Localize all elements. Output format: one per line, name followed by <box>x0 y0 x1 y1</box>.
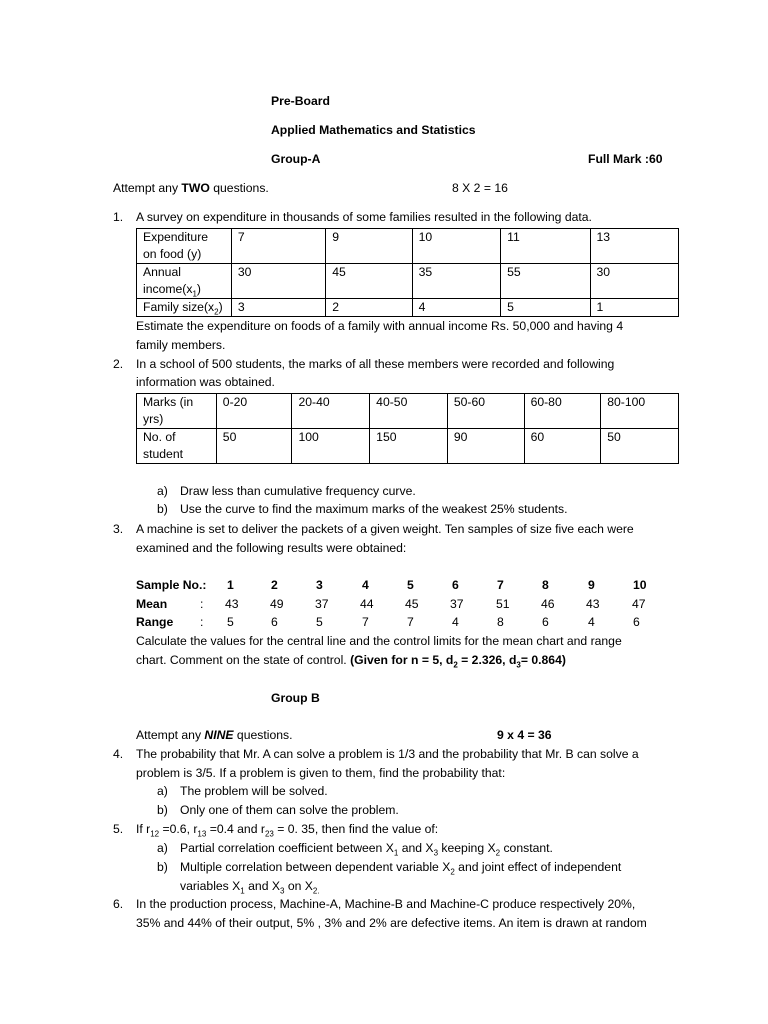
sample-number: 1 <box>227 578 234 592</box>
q3-given-values: (Given for n = 5, $d_2 = 2.326$, $d_3= 0.864$) <box>350 653 566 670</box>
table-cell: Marks (in yrs) <box>137 394 217 429</box>
q5-part-b-text-line-1: Multiple correlation between dependent variable $X_2$ and joint effect of independent <box>180 860 622 877</box>
q3-line-2: examined and the following results were obtained: <box>136 541 407 555</box>
q5-part-b-text-line-2: variables $X_1$ and $X_3$ on $X_{2.}$ <box>180 879 320 896</box>
range-colon: : <box>200 615 204 629</box>
group-b-marks: 9 x 4 = 36 <box>497 728 552 742</box>
table-row <box>137 429 679 464</box>
q2-part-b-text: Use the curve to find the maximum marks of the weakest 25% students. <box>180 502 568 516</box>
q1-estimate-line-2: family members. <box>136 338 226 352</box>
table-cell: Family $size(x_2)$ <box>137 299 232 317</box>
sample-number: 2 <box>271 578 278 592</box>
sample-number: 5 <box>407 578 414 592</box>
table-row <box>137 394 679 429</box>
table-cell: 100 <box>292 429 370 464</box>
mean-value: 43 <box>225 597 239 611</box>
range-value: 5 <box>316 615 323 629</box>
mean-value: 46 <box>541 597 555 611</box>
full-mark: Full Mark :60 <box>588 152 663 166</box>
sample-label: Sample No.: <box>136 578 207 592</box>
subject-title: Applied Mathematics and Statistics <box>271 123 476 137</box>
q5-part-a-text: Partial correlation coefficient between $X_1$ and $X_3$ keeping $X_2$ constant. <box>180 841 553 858</box>
q3-sample-row <box>0 576 768 595</box>
q5-line-1: If $r_{12} =0.6$, $r_{13} =0.4$ and $r_{23} = 0$. 35, then find the value of: <box>136 822 439 839</box>
q2-part-a-label: a) <box>157 484 168 498</box>
sample-number: 6 <box>452 578 459 592</box>
q1-table <box>136 228 679 317</box>
sample-number: 4 <box>362 578 369 592</box>
group-a-heading: Group-A <box>271 152 321 166</box>
mean-value: 44 <box>360 597 374 611</box>
table-cell: 45 <box>326 264 412 299</box>
exam-title: Pre-Board <box>271 94 330 108</box>
range-value: 7 <box>362 615 369 629</box>
table-cell: No. of student <box>137 429 217 464</box>
group-a-marks: 8 X 2 = 16 <box>452 181 508 195</box>
q2-part-b-label: b) <box>157 502 168 516</box>
q6-line-1: In the production process, Machine-A, Machine-B and Machine-C produce respectively 20%, <box>136 897 636 911</box>
table-cell: 50 <box>216 429 292 464</box>
group-a-instruction: Attempt any TWO questions. <box>113 181 269 195</box>
range-value: 6 <box>633 615 640 629</box>
sample-number: 8 <box>542 578 549 592</box>
q2-part-a-text: Draw less than cumulative frequency curve. <box>180 484 416 498</box>
table-cell: 30 <box>231 264 325 299</box>
q4-number: 4. <box>113 747 124 761</box>
table-cell: 2 <box>326 299 412 317</box>
q2-number: 2. <box>113 357 124 371</box>
range-value: 4 <box>588 615 595 629</box>
sample-number: 7 <box>497 578 504 592</box>
mean-value: 45 <box>405 597 419 611</box>
table-row <box>137 264 679 299</box>
group-b-instruction: Attempt any NINE questions. <box>136 728 293 742</box>
table-cell: 3 <box>231 299 325 317</box>
q2-table <box>136 393 679 464</box>
mean-value: 49 <box>270 597 284 611</box>
table-cell: 50-60 <box>447 394 524 429</box>
mean-value: 37 <box>450 597 464 611</box>
q4-part-a-label: a) <box>157 784 168 798</box>
q4-part-b-label: b) <box>157 803 168 817</box>
table-cell: 11 <box>501 229 590 264</box>
table-cell: 90 <box>447 429 524 464</box>
q3-calc-line-2: chart. Comment on the state of control. (Given for n = 5, $d_2 = 2.326$, $d_3= 0.864$) <box>136 653 566 670</box>
q5-part-b-label: b) <box>157 860 168 874</box>
q1-text: A survey on expenditure in thousands of some families resulted in the following data. <box>136 210 592 224</box>
mean-value: 51 <box>496 597 510 611</box>
q6-number: 6. <box>113 897 124 911</box>
range-value: 8 <box>497 615 504 629</box>
q5-number: 5. <box>113 822 124 836</box>
table-cell: 7 <box>231 229 325 264</box>
q2-line-1: In a school of 500 students, the marks of all these members were recorded and following <box>136 357 615 371</box>
table-cell: Annual $income(x_1)$ <box>137 264 232 299</box>
table-cell: 50 <box>601 429 679 464</box>
table-cell: 40-50 <box>370 394 448 429</box>
mean-value: 37 <box>315 597 329 611</box>
table-cell: 0-20 <box>216 394 292 429</box>
table-cell: 60 <box>524 429 601 464</box>
q1-number: 1. <box>113 210 124 224</box>
q3-calc-line-1: Calculate the values for the central line and the control limits for the mean chart and range <box>136 634 622 648</box>
q6-line-2: 35% and 44% of their output, 5% , 3% and 2% are defective items. An item is drawn at random <box>136 916 647 930</box>
table-cell: Expenditure on food (y) <box>137 229 232 264</box>
q4-part-a-text: The problem will be solved. <box>180 784 328 798</box>
q3-range-row <box>0 613 768 632</box>
table-cell: 150 <box>370 429 448 464</box>
table-cell: 4 <box>412 299 500 317</box>
table-cell: 35 <box>412 264 500 299</box>
q1-estimate-line-1: Estimate the expenditure on foods of a family with annual income Rs. 50,000 and having 4 <box>136 319 624 333</box>
table-cell: 5 <box>501 299 590 317</box>
table-cell: 1 <box>590 299 678 317</box>
sample-number: 10 <box>633 578 647 592</box>
range-value: 7 <box>407 615 414 629</box>
table-cell: 55 <box>501 264 590 299</box>
range-value: 6 <box>271 615 278 629</box>
q5-part-a-label: a) <box>157 841 168 855</box>
table-cell: 20-40 <box>292 394 370 429</box>
table-cell: 13 <box>590 229 678 264</box>
q3-line-1: A machine is set to deliver the packets of a given weight. Ten samples of size five each were <box>136 522 634 536</box>
table-cell: 10 <box>412 229 500 264</box>
q3-mean-row <box>0 595 768 614</box>
table-cell: 9 <box>326 229 412 264</box>
range-value: 6 <box>542 615 549 629</box>
table-cell: 60-80 <box>524 394 601 429</box>
mean-label: Mean <box>136 597 168 611</box>
range-value: 5 <box>227 615 234 629</box>
mean-colon: : <box>200 597 204 611</box>
table-row <box>137 229 679 264</box>
table-row <box>137 299 679 317</box>
mean-value: 43 <box>586 597 600 611</box>
q4-part-b-text: Only one of them can solve the problem. <box>180 803 399 817</box>
sample-number: 3 <box>316 578 323 592</box>
q4-line-2: problem is 3/5. If a problem is given to them, find the probability that: <box>136 766 506 780</box>
table-cell: 80-100 <box>601 394 679 429</box>
range-label: Range <box>136 615 174 629</box>
group-b-heading: Group B <box>271 691 320 705</box>
range-value: 4 <box>452 615 459 629</box>
table-cell: 30 <box>590 264 678 299</box>
mean-value: 47 <box>632 597 646 611</box>
sample-number: 9 <box>588 578 595 592</box>
q2-line-2: information was obtained. <box>136 375 275 389</box>
q4-line-1: The probability that Mr. A can solve a problem is 1/3 and the probability that Mr. B can solve a <box>136 747 639 761</box>
q3-number: 3. <box>113 522 124 536</box>
